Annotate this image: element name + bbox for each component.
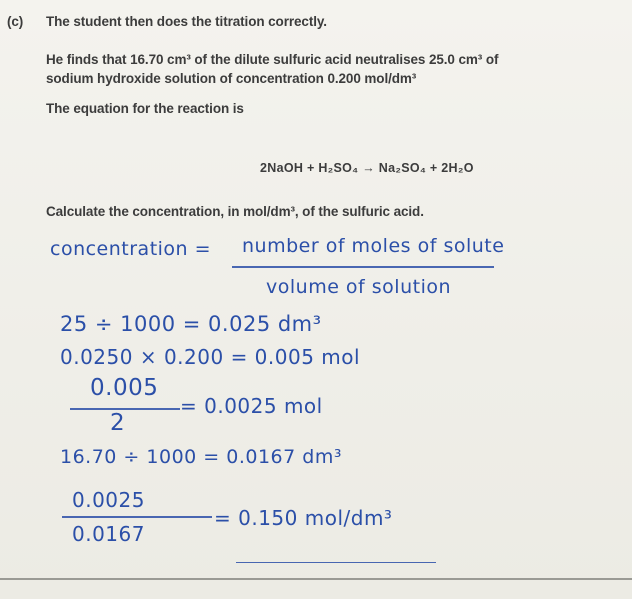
page-bottom-rule xyxy=(0,578,632,580)
question-info-line-1: He finds that 16.70 cm³ of the dilute sulfuric acid neutralises 25.0 cm³ of xyxy=(46,52,499,67)
fraction-2-bar xyxy=(62,516,212,518)
fraction-1-numerator: 0.005 xyxy=(90,375,159,401)
fraction-1-result: = 0.0025 mol xyxy=(180,394,323,418)
chemical-equation: 2NaOH + H₂SO₄ → Na₂SO₄ + 2H₂O xyxy=(260,161,474,175)
fraction-2-denominator: 0.0167 xyxy=(72,522,145,546)
question-prompt: Calculate the concentration, in mol/dm³, of the sulfuric acid. xyxy=(46,204,424,219)
formula-lhs: concentration = xyxy=(50,238,212,260)
question-intro: The student then does the titration correctly. xyxy=(46,14,327,29)
question-info-line-2: sodium hydroxide solution of concentration 0.200 mol/dm³ xyxy=(46,71,417,86)
equation-intro: The equation for the reaction is xyxy=(46,101,244,116)
part-label: (c) xyxy=(7,14,24,29)
formula-numerator: number of moles of solute xyxy=(242,235,505,257)
answer-underline xyxy=(236,562,436,563)
formula-denominator: volume of solution xyxy=(266,276,452,298)
formula-fraction-bar xyxy=(232,266,494,268)
final-answer: = 0.150 mol/dm³ xyxy=(214,506,393,530)
working-step-3: 16.70 ÷ 1000 = 0.0167 dm³ xyxy=(60,446,342,468)
fraction-1-denominator: 2 xyxy=(110,410,126,436)
fraction-2-numerator: 0.0025 xyxy=(72,488,145,512)
working-step-2: 0.0250 × 0.200 = 0.005 mol xyxy=(60,345,361,369)
working-step-1: 25 ÷ 1000 = 0.025 dm³ xyxy=(60,312,322,336)
